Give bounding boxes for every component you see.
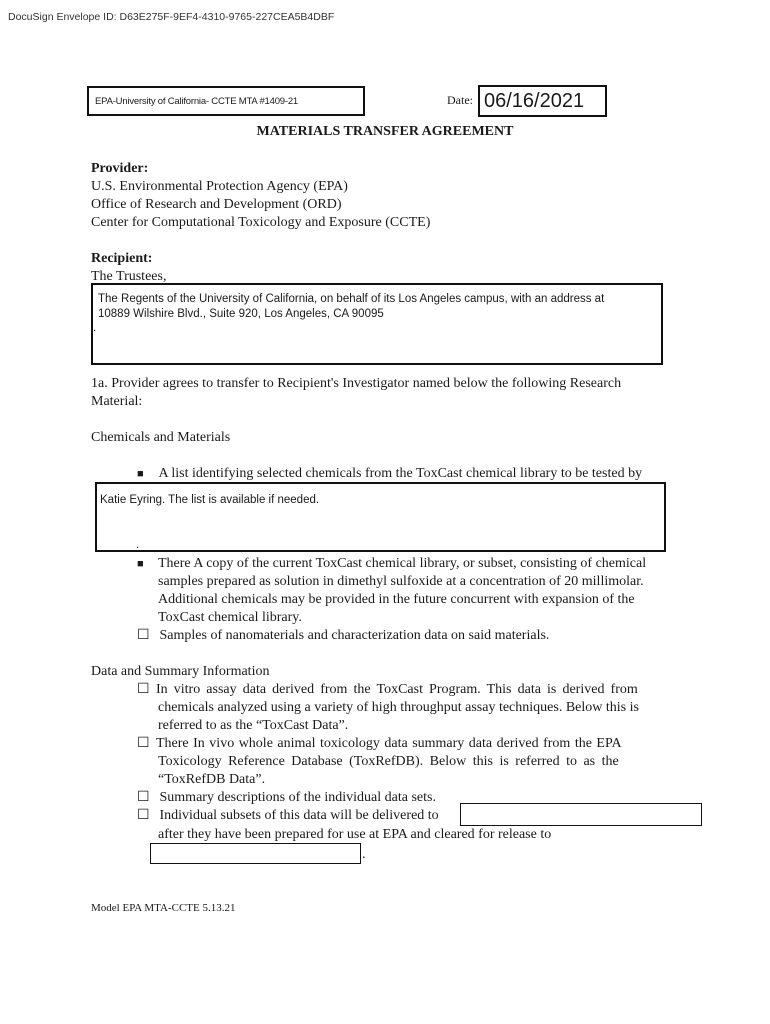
data-item-text: Toxicology Reference Database (ToxRefDB). Below this is referred to as the [158,754,619,769]
recipient-address-line: The Regents of the University of California, on behalf of its Los Angeles campus, with an address at [98,293,605,305]
date-field[interactable] [478,85,607,117]
chemical-item-3 [137,627,549,645]
data-item-text: Summary descriptions of the individual data sets. [159,790,436,805]
checkbox-icon[interactable]: ☐ [137,628,150,643]
data-item-text: chemicals analyzed using a variety of high throughput assay techniques. Below this is [158,700,639,715]
chemicals-heading: Chemicals and Materials [91,430,231,445]
section-1a-line: Material: [91,394,143,409]
section-1a-line: 1a. Provider agrees to transfer to Recipient's Investigator named below the following Research [91,376,622,391]
chemical-item-1 [137,465,642,483]
release-recipient-field[interactable] [150,843,361,864]
delivery-recipient-field[interactable] [460,803,702,826]
recipient-address-line: 10889 Wilshire Blvd., Suite 920, Los Angeles, CA 90095 [98,308,384,320]
recipient-address-line: . [93,322,97,334]
release-field-end: . [362,847,366,862]
footer-model: Model EPA MTA-CCTE 5.13.21 [91,902,236,914]
checked-checkbox-icon[interactable]: ■ [137,468,144,480]
data-item-text: There In vivo whole animal toxicology data summary data derived from the EPA [156,736,622,751]
chemical-item-text: Additional chemicals may be provided in the future concurrent with expansion of the [158,592,635,607]
recipient-address-field[interactable] [91,283,663,365]
chemical-item-text: There A copy of the current ToxCast chemical library, or subset, consisting of chemical [158,556,647,571]
envelope-id: DocuSign Envelope ID: D63E275F-9EF4-4310-9765-227CEA5B4DBF [8,11,335,23]
data-item-text: “ToxRefDB Data”. [158,772,266,787]
provider-heading: Provider: [91,161,149,176]
chemical-item-text: ToxCast chemical library. [158,610,302,625]
date-label: Date: [447,93,473,107]
date-value: 06/16/2021 [484,90,585,112]
checkbox-icon[interactable]: ☐ [137,790,150,805]
chemical-item-text: samples prepared as solution in dimethyl sulfoxide at a concentration of 20 millimolar. [158,574,644,589]
checked-checkbox-icon[interactable]: ■ [137,558,144,570]
checkbox-icon[interactable]: ☐ [137,808,150,823]
investigator-field-end: . [136,539,140,551]
reference-field[interactable] [87,86,365,116]
provider-line: Office of Research and Development (ORD) [91,197,342,212]
chemical-item-text: A list identifying selected chemicals from the ToxCast chemical library to be tested by [158,466,643,481]
recipient-heading: Recipient: [91,251,153,266]
data-item-text: after they have been prepared for use at EPA and cleared for release to [158,827,552,842]
reference-text: EPA-University of California- CCTE MTA #1409-21 [95,96,299,107]
checkbox-icon[interactable]: ☐ [137,682,150,697]
recipient-trustees: The Trustees, [91,269,167,284]
data-item-text: In vitro assay data derived from the ToxCast Program. This data is derived from [156,682,638,697]
provider-line: U.S. Environmental Protection Agency (EPA) [91,179,348,194]
chemical-item-text: Samples of nanomaterials and characterization data on said materials. [159,628,550,643]
provider-line: Center for Computational Toxicology and Exposure (CCTE) [91,215,431,230]
checkbox-icon[interactable]: ☐ [137,736,150,751]
document-title: MATERIALS TRANSFER AGREEMENT [256,124,514,139]
data-item-text: Individual subsets of this data will be delivered to [159,808,439,823]
investigator-field[interactable] [95,482,666,552]
data-item-4 [137,807,439,825]
data-item-text: referred to as the “ToxCast Data”. [158,718,349,733]
data-summary-heading: Data and Summary Information [91,664,270,679]
investigator-text: Katie Eyring. The list is available if needed. [100,494,320,506]
data-item-3 [137,789,436,807]
